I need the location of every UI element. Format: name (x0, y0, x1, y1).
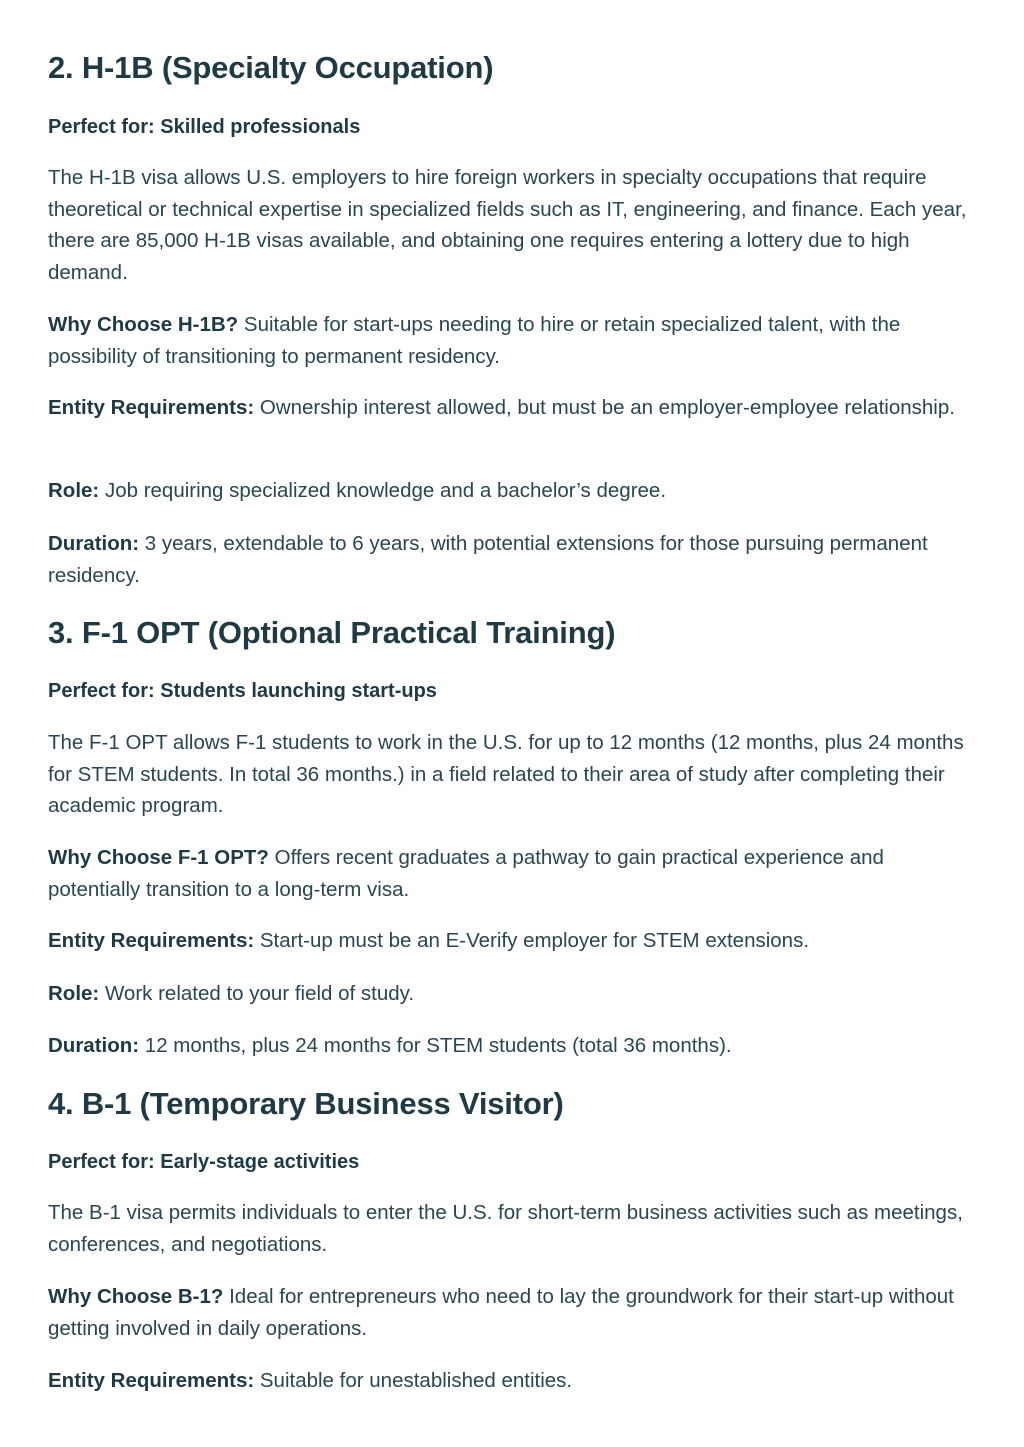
role-text: Job requiring specialized knowledge and a bachelor’s degree. (99, 479, 667, 502)
entity-requirements-label: Entity Requirements: (48, 396, 255, 419)
section-title-b1: 4. B-1 (Temporary Business Visitor) (48, 1086, 564, 1121)
perfect-for-h1b: Perfect for: Skilled professionals (48, 116, 361, 138)
role-label: Role: (48, 982, 100, 1005)
entity-requirements-label: Entity Requirements: (48, 929, 255, 952)
why-choose-h1b (48, 309, 978, 372)
why-choose-text: Offers recent graduates a pathway to gain practical experience and potentially transition to a long-term visa. (48, 846, 884, 901)
entity-requirements-f1-opt (48, 925, 978, 957)
entity-requirements-b1 (48, 1365, 978, 1397)
why-choose-label: Why Choose H-1B? (48, 313, 239, 336)
why-choose-text: Suitable for start-ups needing to hire or retain specialized talent, with the possibility of transitioning to permanent residency. (48, 313, 901, 368)
perfect-for-b1: Perfect for: Early-stage activities (48, 1151, 360, 1173)
description-f1-opt: The F-1 OPT allows F-1 students to work in the U.S. for up to 12 months (12 months, plus 24 months for STEM students. In total 36 months.) in a field related to their area of study after completing their academic program. (48, 731, 964, 817)
why-choose-label: Why Choose F-1 OPT? (48, 846, 269, 869)
duration-text: 3 years, extendable to 6 years, with potential extensions for those pursuing permanent residency. (48, 532, 928, 587)
section-title-f1-opt: 3. F-1 OPT (Optional Practical Training) (48, 615, 616, 650)
entity-requirements-text: Ownership interest allowed, but must be an employer-employee relationship. (254, 396, 955, 419)
why-choose-text: Ideal for entrepreneurs who need to lay the groundwork for their start-up without getting involved in daily operations. (48, 1285, 954, 1340)
section-title-h1b: 2. H-1B (Specialty Occupation) (48, 50, 494, 85)
perfect-for-f1-opt: Perfect for: Students launching start-ups (48, 680, 437, 702)
role-f1-opt (48, 978, 978, 1010)
entity-requirements-h1b (48, 392, 978, 424)
why-choose-b1 (48, 1281, 978, 1344)
description-b1: The B-1 visa permits individuals to enter the U.S. for short-term business activities such as meetings, conferences, and negotiations. (48, 1201, 963, 1256)
why-choose-f1-opt (48, 842, 978, 905)
description-h1b: The H-1B visa allows U.S. employers to hire foreign workers in specialty occupations that require theoretical or technical expertise in specialized fields such as IT, engineering, and finance. Each year, there are 85,000 H-1B visas available, and obtaining one requires entering a lottery due to high demand. (48, 166, 967, 284)
duration-label: Duration: (48, 532, 140, 555)
role-label: Role: (48, 479, 100, 502)
role-h1b (48, 475, 978, 507)
role-text: Work related to your field of study. (99, 982, 415, 1005)
why-choose-label: Why Choose B-1? (48, 1285, 224, 1308)
entity-requirements-text: Start-up must be an E-Verify employer for STEM extensions. (254, 929, 810, 952)
duration-h1b (48, 528, 978, 591)
entity-requirements-text: Suitable for unestablished entities. (254, 1369, 573, 1392)
duration-f1-opt (48, 1030, 978, 1062)
duration-label: Duration: (48, 1034, 140, 1057)
duration-text: 12 months, plus 24 months for STEM students (total 36 months). (139, 1034, 732, 1057)
entity-requirements-label: Entity Requirements: (48, 1369, 255, 1392)
